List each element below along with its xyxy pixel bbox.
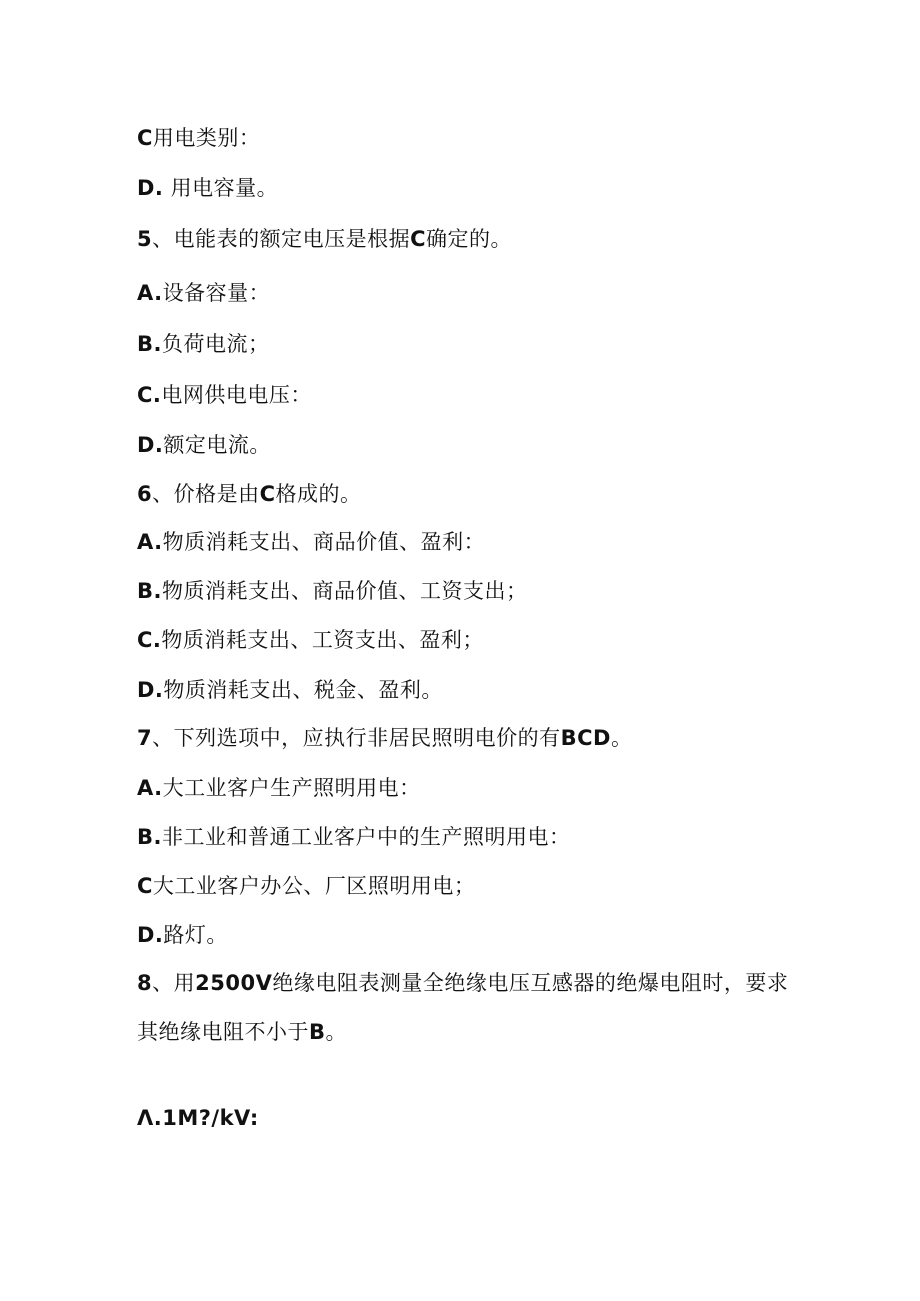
option-text: 大工业客户办公、厂区照明用电； [152, 874, 476, 898]
option-line [137, 381, 312, 409]
option-marker: B. [137, 332, 162, 356]
option-text: 物质消耗支出、商品价值、盈利： [162, 530, 486, 554]
question-line [137, 225, 512, 253]
option-line [137, 174, 278, 202]
question-text-tail: 格成的。 [275, 482, 362, 506]
option-marker: C [137, 874, 153, 898]
question-line [137, 480, 362, 508]
option-line [137, 124, 260, 152]
option-line [137, 872, 475, 900]
question-text-tail: 确定的。 [426, 227, 513, 251]
option-text: 非工业和普通工业客户中的生产照明用电： [161, 825, 571, 849]
option-line [137, 921, 228, 949]
question-text: 、价格是由 [152, 482, 260, 506]
answer-key: 2500V [195, 971, 273, 995]
question-text: 、电能表的额定电压是根据 [152, 227, 411, 251]
option-marker: C. [137, 628, 162, 652]
option-line [137, 577, 527, 605]
option-line [137, 528, 485, 556]
option-text: 用电类别： [152, 126, 261, 150]
option-marker: B. [137, 825, 162, 849]
answer-key: B [309, 1020, 326, 1044]
question-text: 其绝缘电阻不小于 [137, 1020, 309, 1044]
option-line [137, 431, 271, 459]
option-line [137, 279, 270, 307]
option-line [137, 676, 443, 704]
option-text: 电网供电电压： [161, 383, 312, 407]
option-marker: A. [137, 776, 163, 800]
option-line [137, 823, 570, 851]
question-text: 、用 [152, 971, 196, 995]
option-marker: C [137, 126, 153, 150]
option-line [137, 626, 484, 654]
option-line [137, 774, 421, 802]
option-marker: D. [137, 678, 164, 702]
question-number: 6 [137, 482, 153, 506]
question-line [137, 724, 632, 752]
question-number: 7 [137, 726, 153, 750]
option-text: 用电容量。 [163, 176, 279, 200]
option-marker: D. [137, 433, 164, 457]
answer-key: C [259, 482, 276, 506]
option-text: 路灯。 [163, 923, 228, 947]
option-text: 物质消耗支出、税金、盈利。 [163, 678, 443, 702]
question-text-tail: 。 [325, 1020, 348, 1044]
option-text: 大工业客户生产照明用电： [162, 776, 421, 800]
answer-key: BCD [560, 726, 611, 750]
question-text-tail: 绝缘电阻表测量全绝缘电压互感器的绝爆电阻时，要求 [272, 971, 789, 995]
question-number: 8 [137, 971, 153, 995]
option-marker: D. [137, 176, 164, 200]
question-line-continued [137, 1018, 347, 1046]
option-text: 设备容量： [162, 281, 271, 305]
option-marker: A. [137, 281, 163, 305]
option-marker: C. [137, 383, 162, 407]
option-text: 负荷电流； [161, 332, 270, 356]
option-marker: D. [137, 923, 164, 947]
answer-key: C [410, 227, 427, 251]
option-line [137, 330, 269, 358]
question-text-tail: 。 [610, 726, 633, 750]
option-text: 额定电流。 [163, 433, 271, 457]
question-line [137, 969, 788, 997]
option-marker: A. [137, 530, 163, 554]
option-marker: B. [137, 579, 162, 603]
option-line [137, 1104, 259, 1132]
question-text: 、下列选项中，应执行非居民照明电价的有 [152, 726, 561, 750]
option-text: 物质消耗支出、商品价值、工资支出； [161, 579, 528, 603]
option-text: 物质消耗支出、工资支出、盈利； [161, 628, 484, 652]
question-number: 5 [137, 227, 153, 251]
option-marker: Λ.1M?/kV: [137, 1106, 259, 1130]
